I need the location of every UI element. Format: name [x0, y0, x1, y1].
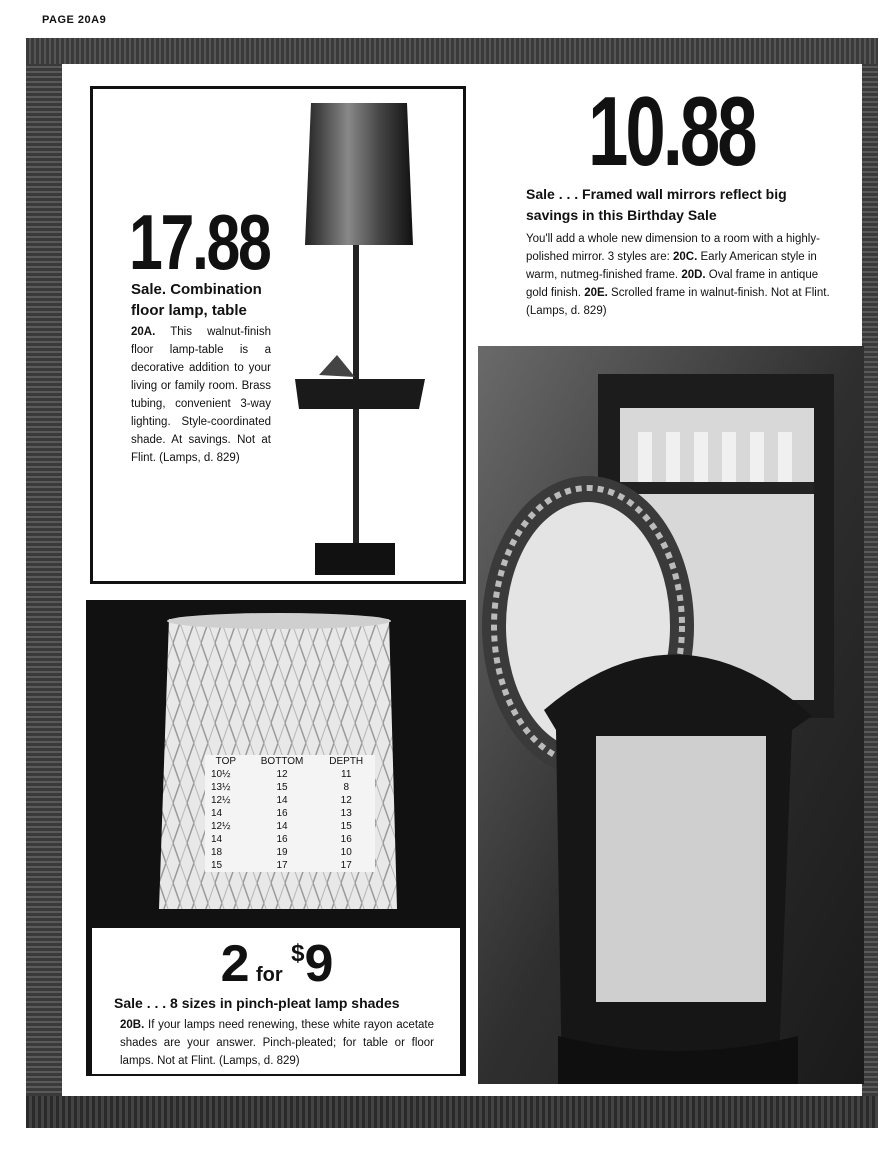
- size-cell: 17: [340, 860, 352, 871]
- lamp-sku: 20A.: [131, 326, 156, 338]
- table-row: [205, 820, 375, 833]
- mirror-body-4: Scrolled frame in walnut-finish. Not at Flint. (Lamps, d. 829): [526, 287, 830, 317]
- mirror-headline: Sale . . . Framed wall mirrors reflect big savings in this Birthday Sale: [526, 186, 787, 223]
- shade-price-amount: 9: [304, 935, 332, 993]
- mirror-body-3: Oval frame in antique gold finish.: [526, 269, 819, 299]
- mirror-body-2: Early American style in warm, nutmeg-finished frame.: [526, 251, 817, 281]
- size-cell: 12½: [211, 795, 231, 806]
- halftone-left-strip: [26, 64, 62, 1096]
- size-cell: 10: [340, 847, 352, 858]
- size-cell: 10½: [211, 769, 231, 780]
- size-cell: 16: [276, 834, 288, 845]
- size-cell: 15: [276, 782, 288, 793]
- size-cell: 14: [211, 834, 223, 845]
- size-col-depth: DEPTH: [329, 756, 364, 767]
- size-cell: 14: [276, 795, 288, 806]
- lamp-shade-ad: [86, 600, 466, 1076]
- table-row: [205, 781, 375, 794]
- framed-mirrors-photo: [478, 346, 864, 1084]
- shade-body-text: If your lamps need renewing, these white rayon acetate shades are your answer. Pinch-pleated; for table or floor lamps. Not at Flint. (Lamps, d. 829): [120, 1019, 434, 1067]
- mirror-sku-e: 20E.: [584, 287, 608, 299]
- shade-headline: Sale . . . 8 sizes in pinch-pleat lamp shades: [114, 995, 400, 1011]
- mirror-sku-d: 20D.: [681, 269, 706, 281]
- table-row: [205, 846, 375, 859]
- shade-price-for: for: [255, 964, 283, 986]
- size-cell: 13½: [211, 782, 231, 793]
- table-row: [205, 807, 375, 820]
- size-cell: 15: [211, 860, 223, 871]
- size-cell: 12: [340, 795, 352, 806]
- size-cell: 13: [340, 808, 352, 819]
- size-cell: 15: [340, 821, 352, 832]
- mirror-body-1: You'll add a whole new dimension to a room with a highly-polished mirror. 3 styles are:: [526, 233, 820, 263]
- size-cell: 12: [276, 769, 288, 780]
- size-cell: 19: [276, 847, 288, 858]
- halftone-bottom-strip: [26, 1096, 878, 1128]
- table-row: [205, 768, 375, 781]
- mirror-price: 10.88: [588, 76, 755, 186]
- lamp-body-text: This walnut-finish floor lamp-table is a decorative addition to your living or family room. Brass tubing, convenient 3-way lighting. Style-coordinated shade. At savings. Not at Flint. (Lamps, d. 829): [131, 326, 271, 464]
- mirror-description: [526, 230, 836, 320]
- size-col-top: TOP: [215, 756, 237, 767]
- size-cell: 11: [341, 769, 352, 780]
- table-row: [205, 859, 375, 872]
- lamp-headline: Sale. Combination floor lamp, table: [131, 281, 262, 319]
- shade-sku: 20B.: [120, 1019, 145, 1031]
- size-table-header: [205, 755, 375, 768]
- halftone-right-strip: [862, 64, 878, 1096]
- size-cell: 16: [276, 808, 288, 819]
- lamp-price: 17.88: [129, 198, 270, 286]
- size-cell: 14: [211, 808, 223, 819]
- shade-size-table: [205, 755, 375, 872]
- shade-copy-panel: [92, 925, 460, 1074]
- floor-lamp-table-photo: [283, 97, 443, 577]
- shade-price-qty: 2: [220, 935, 248, 993]
- table-row: [205, 794, 375, 807]
- halftone-top-strip: [26, 38, 878, 64]
- size-cell: 18: [211, 847, 223, 858]
- lamp-description: [131, 323, 271, 467]
- size-cell: 8: [343, 782, 349, 793]
- size-cell: 14: [276, 821, 288, 832]
- page-header: PAGE 20A9: [42, 14, 107, 26]
- size-cell: 12½: [211, 821, 231, 832]
- table-row: [205, 833, 375, 846]
- size-cell: 16: [340, 834, 352, 845]
- shade-description: [120, 1016, 434, 1070]
- size-cell: 17: [276, 860, 288, 871]
- shade-price-currency: $: [291, 940, 305, 967]
- mirror-sku-c: 20C.: [673, 251, 698, 263]
- lamp-table-ad: [90, 86, 466, 584]
- shade-price: [92, 934, 460, 994]
- size-col-bottom: BOTTOM: [260, 756, 304, 767]
